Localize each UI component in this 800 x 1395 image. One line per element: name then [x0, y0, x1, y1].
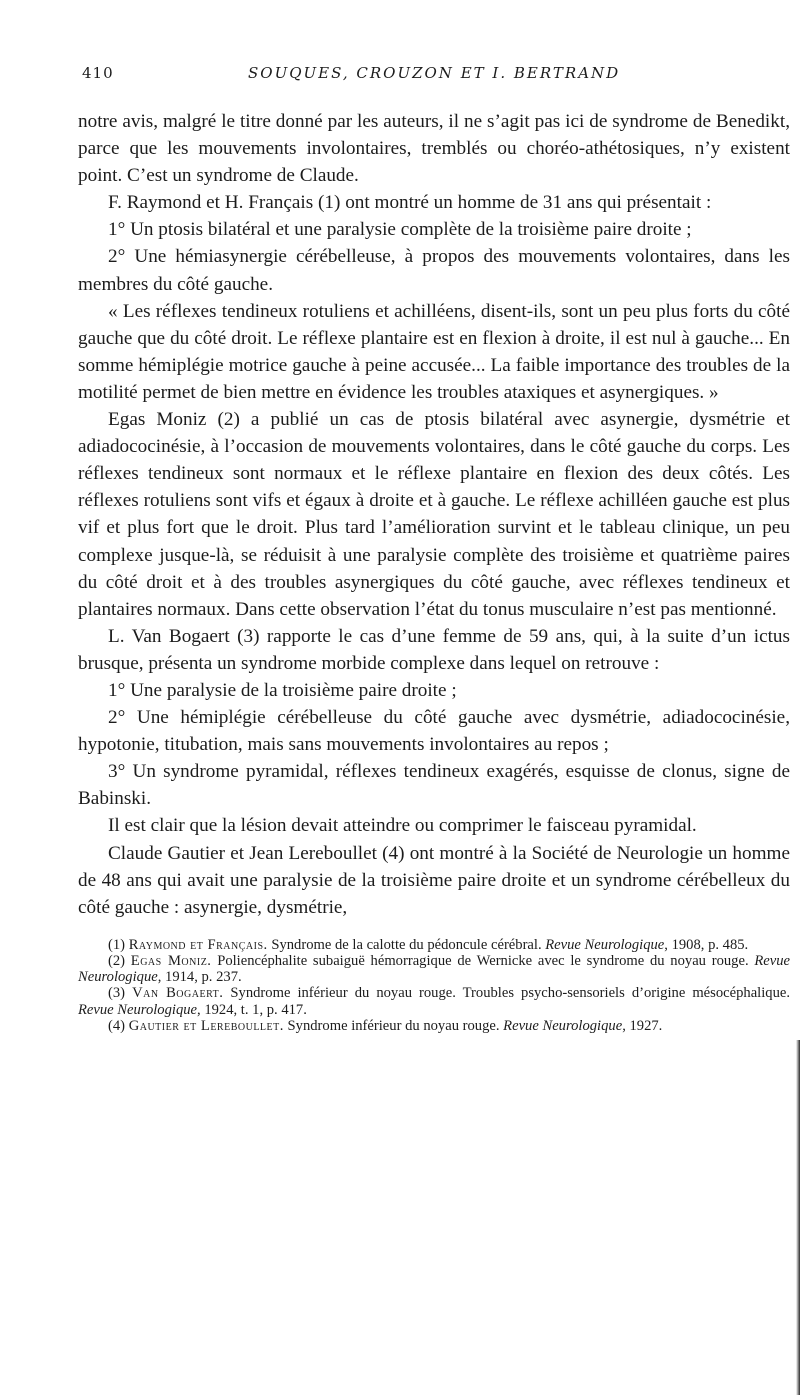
footnote-authors: Gautier et Lereboullet. — [128, 1017, 284, 1034]
footnote-text: Poliencéphalite subaiguë hémorragique de Wernicke avec le syndrome du noyau rouge. — [211, 953, 755, 970]
footnote-journal: Revue Neurologique — [78, 1001, 198, 1018]
footnote-ref: , 1908, p. 485. — [664, 936, 749, 953]
quotation: « Les réflexes tendineux rotuliens et achilléens, disent-ils, sont un peu plus forts du côté gauche que du côté droit. Le réflexe plantaire est en flexion à droite, il est nul à gauche... En somme hémiplégie motrice gauche à peine accusée... La faible importance des troubles de la motilité permet de bien mettre en évidence les troubles ataxiques et asynergiques. » — [78, 300, 790, 403]
footnote-number: (4) — [108, 1017, 126, 1034]
footnote-number: (3) — [108, 985, 126, 1002]
footnote — [78, 937, 790, 953]
footnotes — [78, 937, 790, 1034]
footnote — [78, 953, 790, 985]
body-text — [78, 108, 790, 921]
footnote-journal: Revue Neurologique — [545, 936, 665, 953]
paragraph: Claude Gautier et Jean Lereboullet (4) ont montré à la Société de Neurologie un homme de 48 ans qui avait une paralysie de la troisième paire droite et un syndrome cérébelleux du côté gauche : asynergie, dysmétrie, — [78, 842, 790, 918]
page-edge-shadow — [796, 1040, 800, 1395]
footnote-ref: , 1927. — [622, 1017, 663, 1034]
list-item: 2° Une hémiplégie cérébelleuse du côté gauche avec dysmétrie, adiadococinésie, hypotonie, titubation, mais sans mouvements involontaires au repos ; — [78, 707, 790, 756]
footnote-text: Syndrome inférieur du noyau rouge. Troubles psycho-sensoriels d’origine mésocéphalique. — [223, 985, 790, 1002]
page — [78, 64, 790, 1034]
footnote-ref: , 1914, p. 237. — [157, 969, 242, 986]
footnote-number: (1) — [108, 936, 126, 953]
footnote — [78, 985, 790, 1017]
list-item: 1° Un ptosis bilatéral et une paralysie complète de la troisième paire droite ; — [108, 219, 692, 241]
running-title: SOUQUES, CROUZON ET I. BERTRAND — [248, 64, 621, 82]
footnote-number: (2) — [108, 953, 126, 970]
list-item: 2° Une hémiasynergie cérébelleuse, à propos des mouvements volontaires, dans les membres du côté gauche. — [78, 246, 790, 295]
paragraph: Egas Moniz (2) a publié un cas de ptosis bilatéral avec asynergie, dysmétrie et adiadococinésie, à l’occasion de mouvements volontaires, dans le côté gauche du corps. Les réflexes tendineux sont normaux et le réflexe plantaire en flexion des deux côtés. Les réflexes rotuliens sont vifs et égaux à droite et à gauche. Le réflexe achilléen gauche est plus vif et plus fort que le droit. Plus tard l’amélioration survint et le tableau clinique, un peu complexe jusque-là, se réduisit à une paralysie complète des troisième et quatrième paires du côté droit et à des troubles asynergiques du côté gauche, avec réflexes tendineux et plantaires normaux. Dans cette observation l’état du tonus musculaire n’est pas mentionné. — [78, 409, 790, 620]
paragraph: notre avis, malgré le titre donné par les auteurs, il ne s’agit pas ici de syndrome de Benedikt, parce que les mouvements involontaires, tremblés ou choréo-athétosiques, n’y existent point. C’est un syndrome de Claude. — [78, 111, 790, 187]
footnote-journal: Revue Neurologique — [78, 953, 791, 986]
running-head — [78, 64, 790, 90]
paragraph: L. Van Bogaert (3) rapporte le cas d’une femme de 59 ans, qui, à la suite d’un ictus brusque, présenta un syndrome morbide complexe dans lequel on retrouve : — [78, 625, 790, 674]
footnote-authors: Raymond et Français. — [128, 936, 268, 953]
page-number: 410 — [82, 64, 114, 82]
list-item: 1° Une paralysie de la troisième paire droite ; — [108, 679, 457, 701]
footnote-journal: Revue Neurologique — [503, 1017, 623, 1034]
list-item: 3° Un syndrome pyramidal, réflexes tendineux exagérés, esquisse de clonus, signe de Babinski. — [78, 761, 790, 810]
footnote-authors: Egas Moniz. — [130, 953, 212, 970]
footnote-ref: , 1924, t. 1, p. 417. — [197, 1001, 307, 1018]
footnote — [78, 1018, 790, 1034]
footnote-authors: Van Bogaert. — [132, 985, 224, 1002]
paragraph: F. Raymond et H. Français (1) ont montré un homme de 31 ans qui présentait : — [108, 192, 712, 214]
footnote-text: Syndrome de la calotte du pédoncule cérébral. — [267, 936, 546, 953]
paragraph: Il est clair que la lésion devait atteindre ou comprimer le faisceau pyramidal. — [108, 815, 697, 837]
footnote-text: Syndrome inférieur du noyau rouge. — [283, 1017, 504, 1034]
